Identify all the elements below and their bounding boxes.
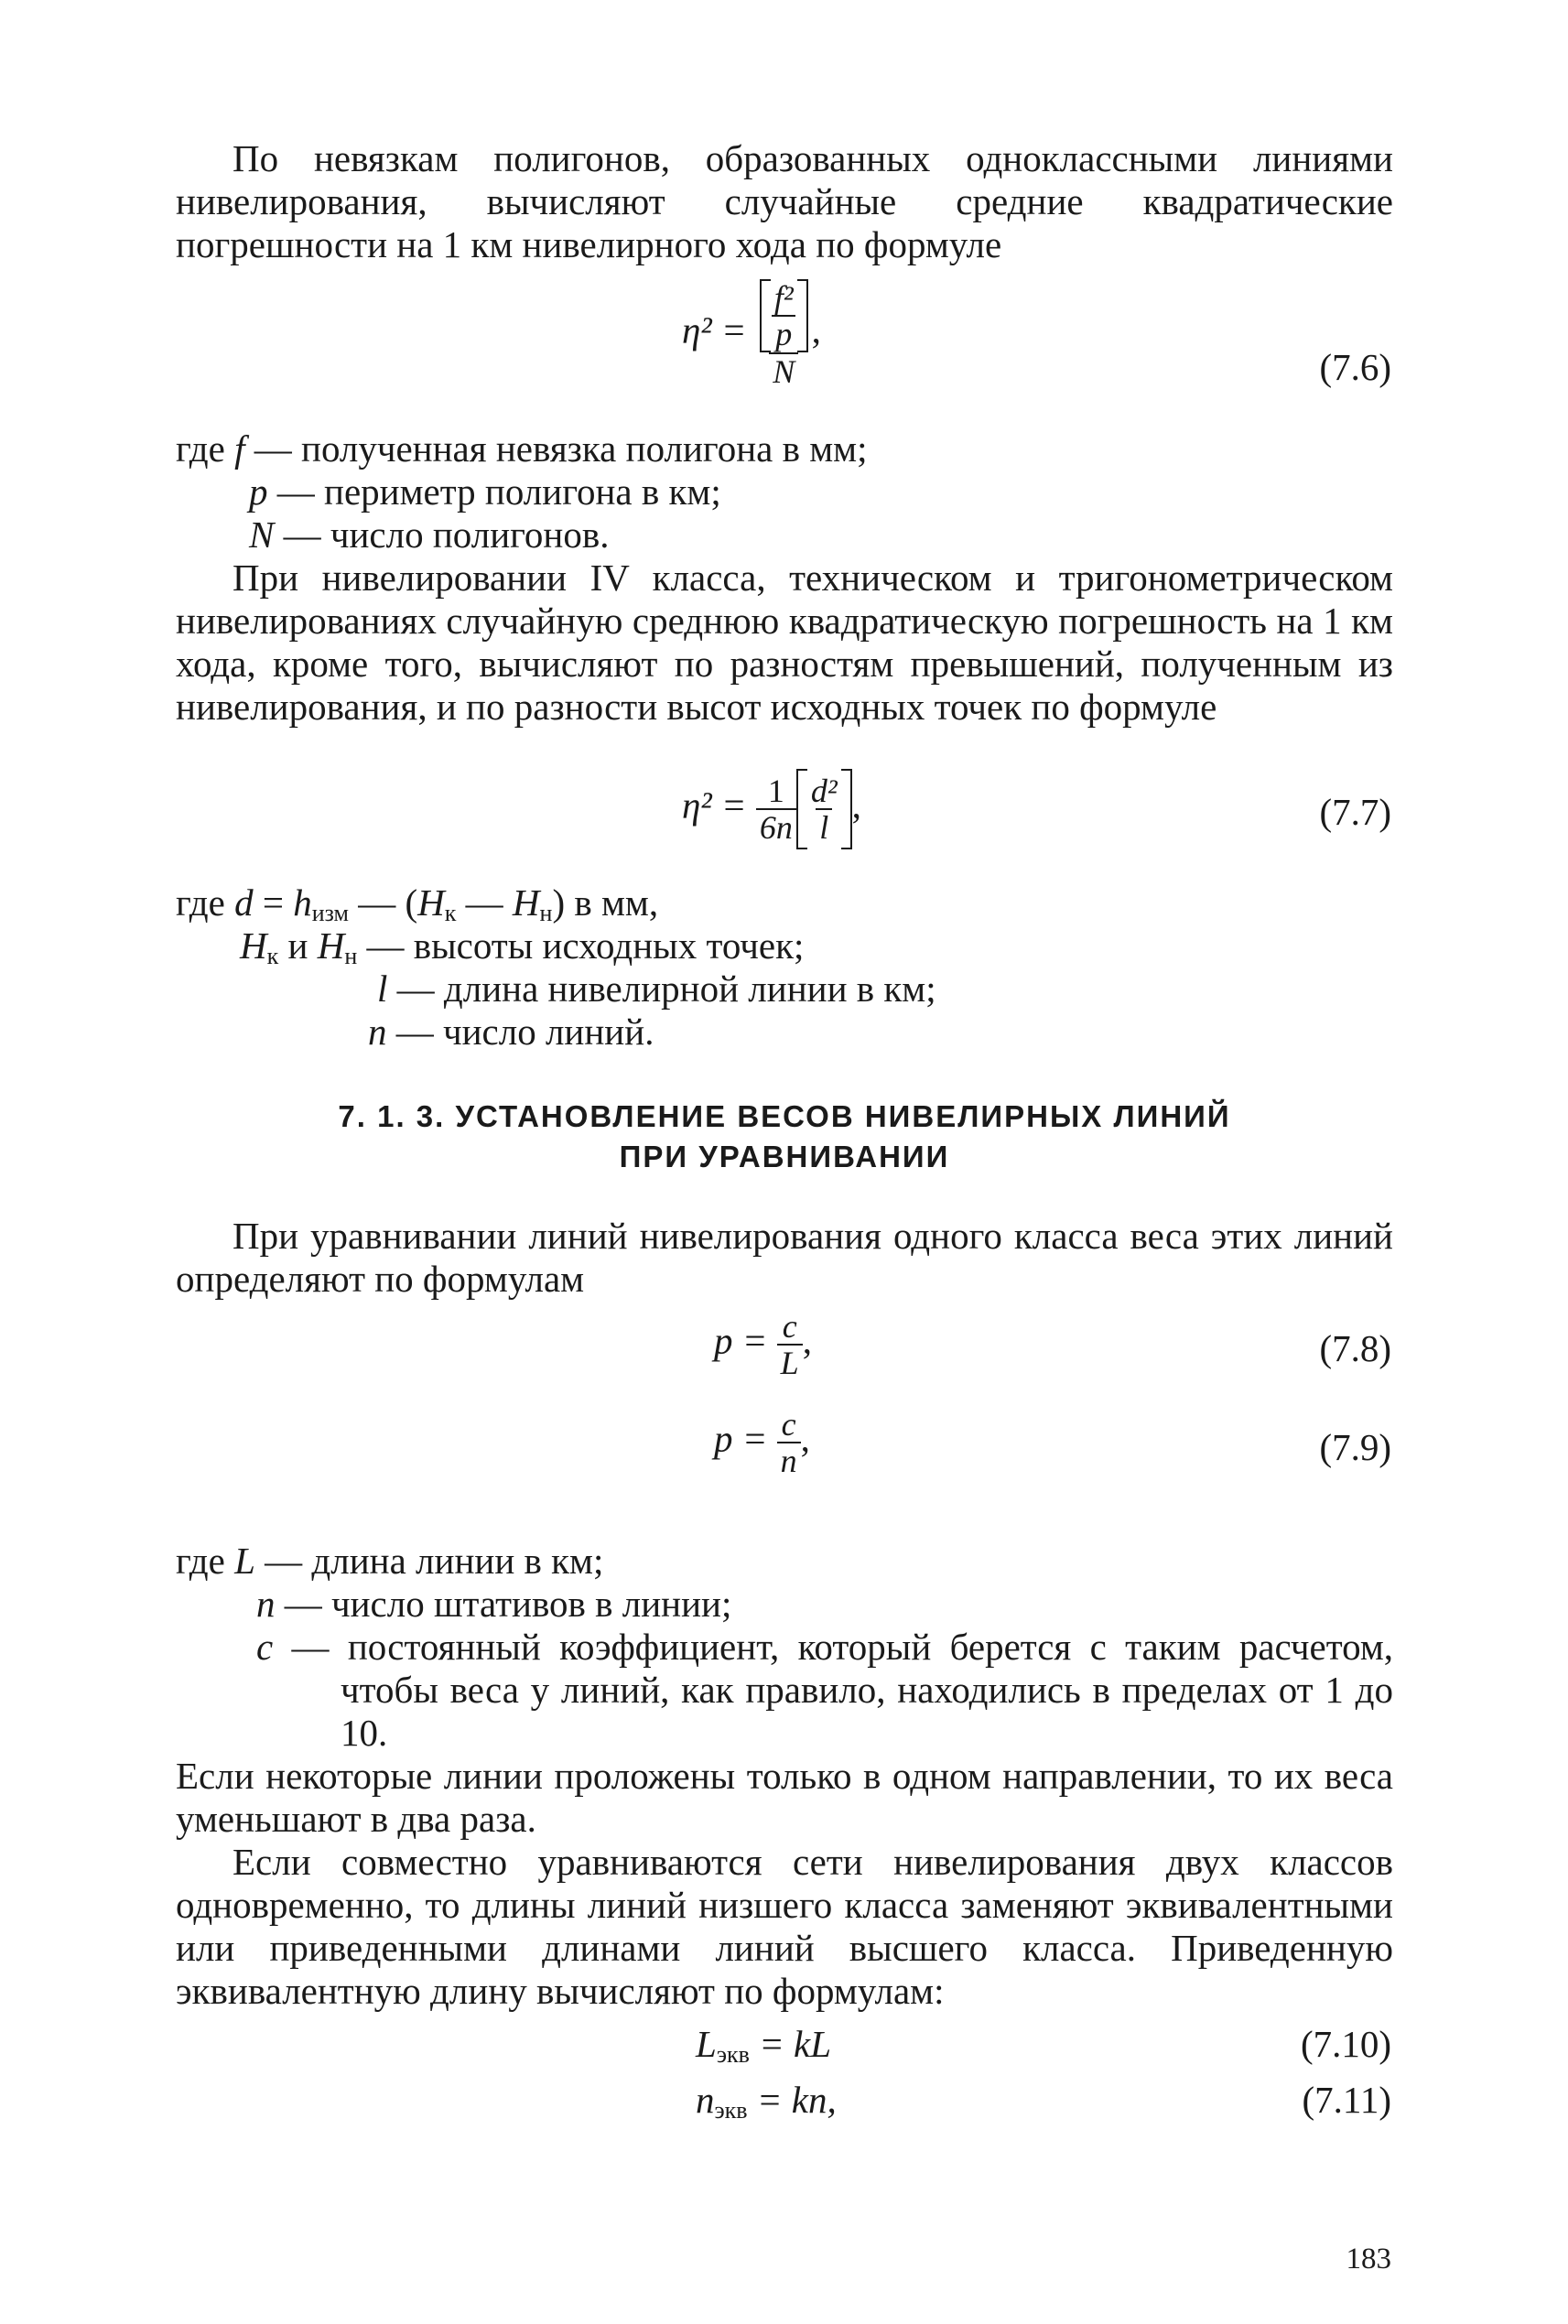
definition-d: где $d = h_{изм}$ — ($H_к$ — $H_н$) в мм, — [176, 881, 659, 926]
definition-l: l — длина нивелирной линии в км; — [377, 967, 936, 1010]
paragraph-weights: При уравнивании линий нивелирования одного класса веса этих линий определяют по формулам — [176, 1215, 1393, 1300]
paragraph-joint-adjustment: Если совместно уравниваются сети нивелирования двух классов одновременно, то длины линий низшего класса заменяют эквивалентными или приведенными длинами линий высшего класса. Приведенную эквивалентную длину вычисляют по формулам: — [176, 1841, 1393, 2012]
equation-7-9: p = $\frac{c}{n}$ , — [714, 1406, 810, 1479]
equation-7-10: $L_{экв}$ = kL — [696, 2023, 832, 2068]
paragraph-one-direction: Если некоторые линии проложены только в одном направлении, то их веса уменьшают в два раза. — [176, 1755, 1393, 1840]
section-heading-line1: 7. 1. 3. УСТАНОВЛЕНИЕ ВЕСОВ НИВЕЛИРНЫХ ЛИНИЙ — [338, 1099, 1231, 1133]
eq-7-6-lhs: η² = — [682, 308, 747, 351]
definition-c: c — постоянный коэффициент, который берется с таким расчетом, чтобы веса у линий, как правило, находились в пределах от 1 до 10. — [256, 1626, 1394, 1754]
paragraph-class-iv: При нивелировании IV класса, техническом и тригонометрическом нивелированиях случайную среднюю квадратическую погрешность на 1 км хода, кроме того, вычисляют по разностям превышений, полученным из нивелирования, и по разности высот исходных точек по формуле — [176, 557, 1393, 728]
eq-7-7-inner: $\frac{\text{d²}}{l}$ — [810, 773, 838, 846]
equation-number-7-7: (7.7) — [1319, 791, 1391, 833]
eq-7-6-fraction — [756, 279, 812, 389]
equation-7-6: η² = $\frac{\frac{\text{f²}}{p}}{N}$ , — [682, 279, 821, 390]
definition-f: где f — полученная невязка полигона в мм; — [176, 427, 868, 470]
equation-7-11: $n_{экв}$ = kn, — [696, 2079, 837, 2124]
definition-n-lines: n — число линий. — [368, 1011, 654, 1053]
equation-number-7-8: (7.8) — [1319, 1327, 1391, 1369]
definition-p: p — периметр полигона в км; — [249, 470, 721, 513]
definition-N: N — число полигонов. — [249, 513, 610, 556]
equation-number-7-11: (7.11) — [1302, 2079, 1391, 2121]
definition-heights: $H_к$ и $H_н$ — высоты исходных точек; — [240, 924, 805, 969]
definition-L: где L — длина линии в км; — [176, 1540, 604, 1582]
section-heading-line2: ПРИ УРАВНИВАНИИ — [619, 1140, 950, 1173]
eq-7-6-f2: f² — [773, 279, 794, 316]
page-number: 183 — [1346, 2243, 1391, 2275]
equation-7-8: p = $\frac{c}{L}$ , — [714, 1308, 812, 1381]
equation-7-7: η² = $\frac{1}{6n}$ $\frac{\text{d²}}{l}$ , — [682, 769, 861, 849]
equation-number-7-6: (7.6) — [1319, 346, 1391, 388]
equation-number-7-10: (7.10) — [1300, 2023, 1391, 2065]
eq-7-6-p: p — [772, 315, 795, 351]
eq-7-6-N: N — [769, 352, 798, 389]
paragraph-intro: По невязкам полигонов, образованных одноклассными линиями нивелирования, вычисляют случайные средние квадратические погрешности на 1 км нивелирного хода по формуле — [176, 137, 1393, 265]
definition-n-tripods: n — число штативов в линии; — [256, 1583, 732, 1625]
equation-number-7-9: (7.9) — [1319, 1426, 1391, 1468]
eq-7-7-coef: $\frac{1}{6n}$ — [756, 773, 796, 845]
